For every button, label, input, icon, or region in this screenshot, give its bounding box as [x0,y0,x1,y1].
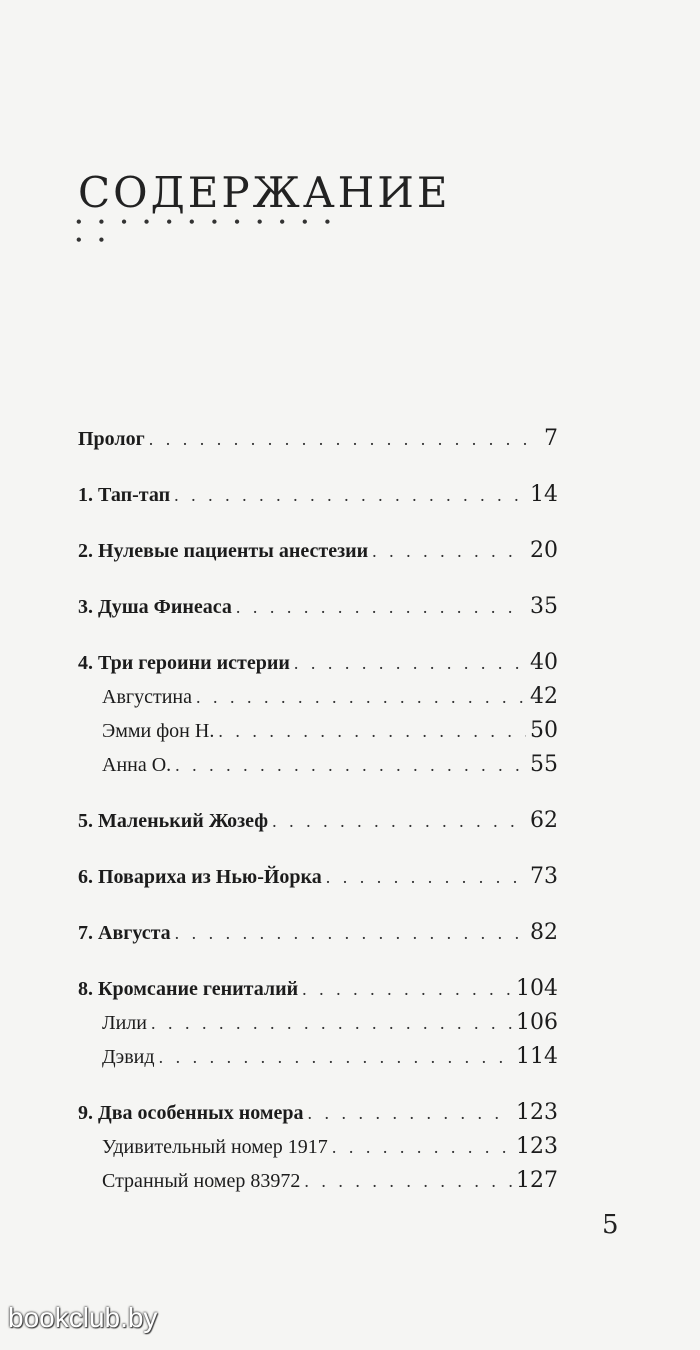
toc-entry-label: 6. Повариха из Нью-Йорка [78,866,322,888]
toc-entry-page: 7 [544,426,558,451]
toc-entry-page: 55 [530,752,558,777]
toc-leader-dots [332,1130,512,1164]
toc-leader-dots [175,916,526,950]
toc-entry-page: 127 [516,1168,558,1193]
table-of-contents [78,422,558,1198]
toc-entry-label: Удивительный номер 1917 [102,1136,328,1158]
toc-entry-label: 8. Кромсание гениталий [78,978,299,1000]
toc-leader-dots [149,422,540,456]
toc-entry-label: Эмми фон Н. [102,720,215,742]
toc-leader-dots [326,860,526,894]
toc-entry-label: 4. Три героини истерии [78,652,290,674]
toc-entry-page: 123 [516,1100,558,1125]
toc-entry-label: 3. Душа Финеаса [78,596,232,618]
toc-entry-label: Дэвид [102,1046,155,1068]
toc-leader-dots [272,804,526,838]
toc-entry-label: 7. Августа [78,922,171,944]
page-title: СОДЕРЖАНИЕ [78,168,451,217]
toc-leader-dots [218,714,526,748]
toc-entry-label: 2. Нулевые пациенты анестезии [78,540,369,562]
toc-chapter-entry[interactable] [78,646,558,680]
toc-chapter-entry[interactable] [78,422,558,456]
toc-chapter-entry[interactable] [78,534,558,568]
toc-gap [78,568,558,590]
toc-chapter-entry[interactable] [78,1096,558,1130]
toc-subentry[interactable] [78,1040,558,1074]
toc-entry-page: 14 [530,482,558,507]
toc-subentry[interactable] [78,714,558,748]
page-number: 5 [602,1210,619,1240]
toc-gap [78,782,558,804]
toc-entry-label: Лили [102,1012,147,1034]
toc-subentry[interactable] [78,748,558,782]
toc-subentry[interactable] [78,1130,558,1164]
watermark: bookclub.by [8,1302,158,1333]
toc-entry-page: 40 [530,650,558,675]
toc-gap [78,838,558,860]
toc-entry-page: 20 [530,538,558,563]
toc-entry-page: 123 [516,1134,558,1159]
toc-chapter-entry[interactable] [78,590,558,624]
toc-entry-page: 35 [530,594,558,619]
title-divider: • • • • • • • • • • • • • • [76,214,337,249]
toc-leader-dots [175,748,526,782]
toc-entry-label: 9. Два особенных номера [78,1102,304,1124]
toc-entry-page: 73 [530,864,558,889]
toc-gap [78,894,558,916]
toc-entry-page: 104 [516,976,558,1001]
toc-subentry[interactable] [78,1164,558,1198]
toc-entry-label: Августина [102,686,192,708]
toc-leader-dots [304,1164,512,1198]
toc-subentry[interactable] [78,1006,558,1040]
toc-chapter-entry[interactable] [78,860,558,894]
toc-entry-label: 1. Тап-тап [78,484,171,506]
toc-gap [78,950,558,972]
toc-leader-dots [302,972,512,1006]
toc-entry-page: 42 [530,684,558,709]
toc-chapter-entry[interactable] [78,478,558,512]
toc-leader-dots [159,1040,512,1074]
toc-gap [78,624,558,646]
toc-leader-dots [236,590,526,624]
toc-gap [78,512,558,534]
toc-entry-label: 5. Маленький Жозеф [78,810,269,832]
toc-chapter-entry[interactable] [78,972,558,1006]
toc-leader-dots [174,478,526,512]
toc-entry-page: 62 [530,808,558,833]
toc-entry-page: 50 [530,718,558,743]
toc-entry-page: 82 [530,920,558,945]
toc-gap [78,1074,558,1096]
toc-entry-label: Анна О. [102,754,172,776]
toc-chapter-entry[interactable] [78,804,558,838]
toc-leader-dots [372,534,526,568]
toc-entry-label: Странный номер 83972 [102,1170,301,1192]
toc-gap [78,456,558,478]
toc-entry-label: Пролог [78,428,145,450]
toc-entry-page: 106 [516,1010,558,1035]
toc-leader-dots [294,646,526,680]
toc-leader-dots [196,680,526,714]
toc-leader-dots [307,1096,512,1130]
toc-chapter-entry[interactable] [78,916,558,950]
toc-entry-page: 114 [516,1044,558,1069]
toc-leader-dots [151,1006,512,1040]
toc-subentry[interactable] [78,680,558,714]
